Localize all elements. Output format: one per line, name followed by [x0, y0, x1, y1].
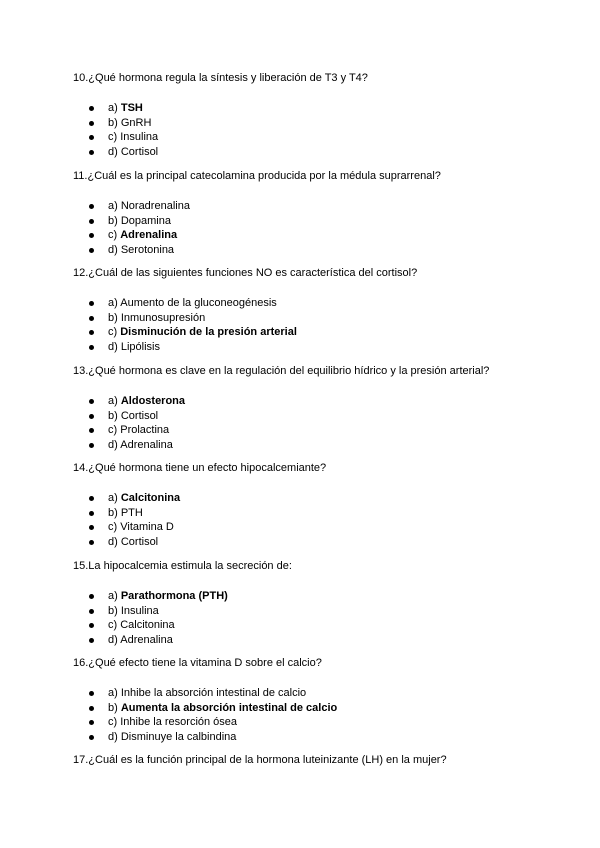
option-c [73, 715, 573, 730]
option-answer: Inhibe la resorción ósea [120, 716, 238, 729]
option-a [73, 199, 573, 214]
bullet-icon [89, 691, 94, 696]
option-a [73, 101, 573, 116]
bullet-icon [89, 330, 94, 335]
question-10 [73, 72, 573, 160]
option-answer: Prolactina [120, 424, 170, 437]
bullet-icon [89, 511, 94, 516]
option-prefix: c) [108, 229, 121, 242]
bullet-icon [89, 496, 94, 501]
option-prefix: d) [108, 536, 121, 549]
option-prefix: a) [108, 687, 121, 699]
option-prefix: b) [108, 409, 121, 422]
option-answer: Dopamina [120, 214, 171, 227]
option-prefix: a) [108, 590, 121, 602]
option-prefix: d) [108, 146, 121, 159]
option-prefix: a) [108, 297, 121, 309]
option-b [73, 506, 573, 521]
bullet-icon [89, 204, 94, 209]
option-b [73, 116, 573, 131]
option-b [73, 701, 573, 716]
option-answer: Cortisol [120, 409, 159, 422]
bullet-icon [89, 135, 94, 140]
option-answer: Insulina [120, 604, 159, 617]
option-prefix: a) [108, 395, 121, 407]
option-d [73, 145, 573, 160]
option-a [73, 491, 573, 506]
option-a [73, 686, 573, 701]
option-a [73, 296, 573, 311]
option-c [73, 520, 573, 535]
option-prefix: c) [108, 619, 121, 632]
question-14 [73, 462, 573, 550]
bullet-icon [89, 609, 94, 614]
option-prefix: b) [108, 701, 121, 714]
question-17 [73, 754, 573, 767]
option-answer: Adrenalina [120, 634, 173, 647]
option-prefix: b) [108, 604, 121, 617]
bullet-icon [89, 345, 94, 350]
option-c [73, 325, 573, 340]
option-answer: Cortisol [120, 146, 159, 159]
option-answer-correct: Disminución de la presión arterial [120, 326, 297, 339]
option-d [73, 633, 573, 648]
option-answer-correct: Calcitonina [120, 492, 181, 504]
bullet-icon [89, 623, 94, 628]
option-answer: Inhibe la absorción intestinal de calcio [120, 687, 307, 699]
question-16 [73, 657, 573, 745]
option-prefix: b) [108, 311, 121, 324]
option-answer: Vitamina D [120, 521, 174, 534]
option-prefix: c) [108, 131, 121, 144]
option-b [73, 409, 573, 424]
option-answer-correct: Adrenalina [120, 229, 178, 242]
option-c [73, 618, 573, 633]
bullet-icon [89, 316, 94, 321]
bullet-icon [89, 219, 94, 224]
option-c [73, 130, 573, 145]
option-prefix: a) [108, 492, 121, 504]
bullet-icon [89, 735, 94, 740]
option-answer-correct: TSH [120, 102, 143, 114]
option-answer: PTH [120, 506, 143, 519]
bullet-icon [89, 594, 94, 599]
bullet-icon [89, 706, 94, 711]
bullet-icon [89, 525, 94, 530]
option-prefix: b) [108, 506, 121, 519]
option-answer: Adrenalina [120, 439, 173, 452]
option-d [73, 535, 573, 550]
option-answer: Noradrenalina [120, 200, 190, 212]
option-answer: Disminuye la calbindina [120, 731, 237, 744]
option-prefix: d) [108, 634, 121, 647]
question-13 [73, 365, 573, 453]
question-15 [73, 560, 573, 648]
option-prefix: a) [108, 102, 121, 114]
question-text: 13.¿Qué hormona es clave en la regulación del equilibrio hídrico y la presión arterial? [73, 365, 490, 377]
option-answer: Inmunosupresión [120, 311, 206, 324]
option-prefix: d) [108, 731, 121, 744]
question-text: 12.¿Cuál de las siguientes funciones NO es característica del cortisol? [73, 267, 418, 279]
question-text: 10.¿Qué hormona regula la síntesis y liberación de T3 y T4? [73, 72, 368, 84]
option-answer-correct: Aumenta la absorción intestinal de calcio [120, 701, 338, 714]
option-a [73, 394, 573, 409]
option-prefix: a) [108, 200, 121, 212]
question-text: 11.¿Cuál es la principal catecolamina producida por la médula suprarrenal? [73, 170, 441, 182]
option-d [73, 438, 573, 453]
bullet-icon [89, 428, 94, 433]
bullet-icon [89, 121, 94, 126]
option-prefix: d) [108, 244, 121, 257]
answer-list [73, 589, 573, 648]
option-answer: Calcitonina [120, 619, 175, 632]
option-prefix: c) [108, 521, 121, 534]
option-c [73, 228, 573, 243]
option-prefix: b) [108, 214, 121, 227]
bullet-icon [89, 399, 94, 404]
question-text: 17.¿Cuál es la función principal de la hormona luteinizante (LH) en la mujer? [73, 754, 447, 766]
option-d [73, 730, 573, 745]
option-answer: Insulina [120, 131, 159, 144]
bullet-icon [89, 248, 94, 253]
option-prefix: d) [108, 341, 121, 354]
bullet-icon [89, 414, 94, 419]
bullet-icon [89, 638, 94, 643]
bullet-icon [89, 150, 94, 155]
bullet-icon [89, 233, 94, 238]
option-answer: GnRH [120, 116, 152, 129]
question-12 [73, 267, 573, 355]
option-prefix: d) [108, 439, 121, 452]
option-a [73, 589, 573, 604]
option-prefix: b) [108, 116, 121, 129]
answer-list [73, 101, 573, 160]
question-11 [73, 170, 573, 258]
option-answer: Cortisol [120, 536, 159, 549]
answer-list [73, 394, 573, 453]
option-answer-correct: Aldosterona [120, 395, 186, 407]
answer-list [73, 491, 573, 550]
question-text: 14.¿Qué hormona tiene un efecto hipocalcemiante? [73, 462, 327, 474]
bullet-icon [89, 443, 94, 448]
option-prefix: c) [108, 326, 121, 339]
option-d [73, 340, 573, 355]
option-answer: Lipólisis [120, 341, 160, 354]
answer-list [73, 199, 573, 258]
option-answer: Serotonina [120, 244, 175, 257]
option-prefix: c) [108, 424, 121, 437]
bullet-icon [89, 301, 94, 306]
option-b [73, 311, 573, 326]
option-c [73, 423, 573, 438]
option-b [73, 214, 573, 229]
answer-list [73, 296, 573, 355]
question-text: 15.La hipocalcemia estimula la secreción de: [73, 560, 292, 572]
answer-list [73, 686, 573, 745]
bullet-icon [89, 540, 94, 545]
bullet-icon [89, 106, 94, 111]
option-prefix: c) [108, 716, 121, 729]
option-b [73, 604, 573, 619]
bullet-icon [89, 720, 94, 725]
question-text: 16.¿Qué efecto tiene la vitamina D sobre el calcio? [73, 657, 322, 669]
option-answer-correct: Parathormona (PTH) [120, 590, 228, 602]
option-d [73, 243, 573, 258]
option-answer: Aumento de la gluconeogénesis [120, 297, 277, 309]
